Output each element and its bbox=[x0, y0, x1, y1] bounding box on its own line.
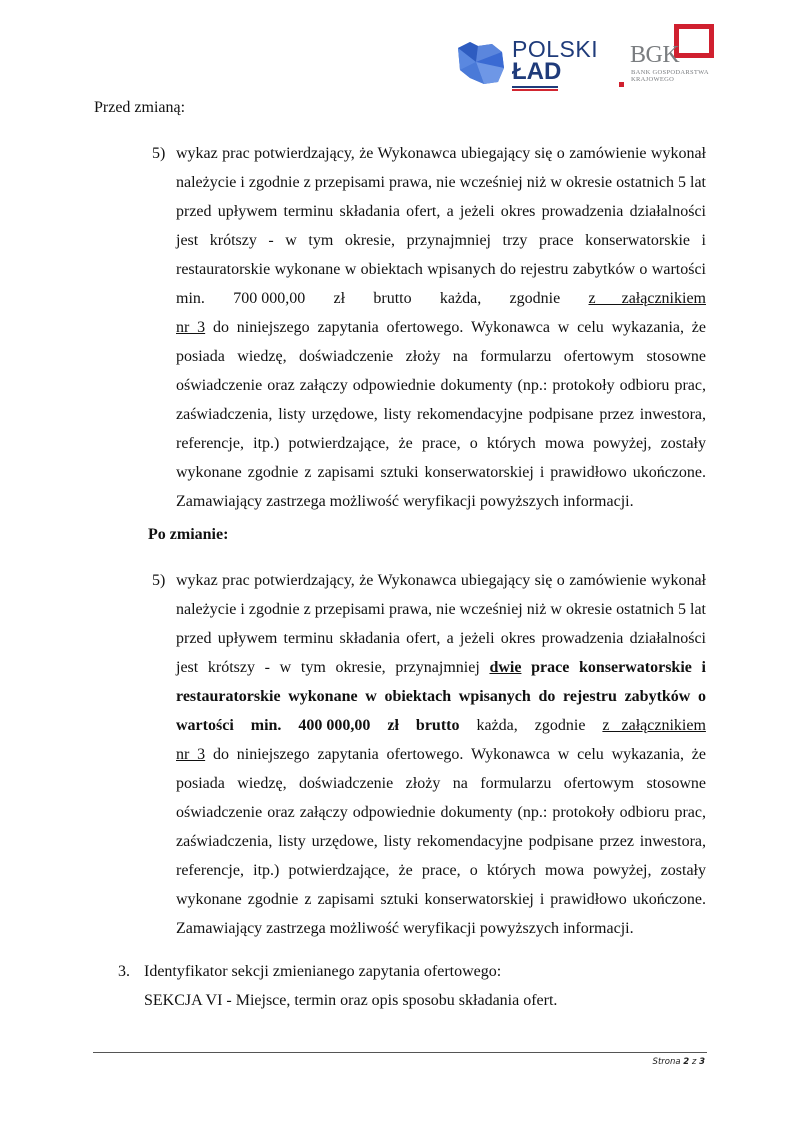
page-number bbox=[600, 1057, 705, 1067]
text-line: restauratorskie wykonane w obiektach wpisanych do rejestru zabytków o wartości bbox=[176, 261, 706, 278]
text-min: min. bbox=[250, 717, 282, 734]
section-3-number: 3. bbox=[118, 963, 130, 980]
attachment-link-nr[interactable]: nr 3 bbox=[176, 746, 206, 763]
text-line bbox=[176, 318, 706, 338]
text-amount: 400 000,00 bbox=[298, 717, 371, 734]
polski-lad-logo bbox=[456, 36, 599, 94]
text-amount: 700 000,00 bbox=[233, 290, 306, 307]
footer-prefix: Strona bbox=[652, 1057, 684, 1067]
text-line: jest krótszy - w tym okresie, przynajmniej trzy prace konserwatorskie i bbox=[176, 232, 706, 249]
section-3-value: SEKCJA VI - Miejsce, termin oraz opis sposobu składania ofert. bbox=[144, 992, 558, 1009]
bgk-logo bbox=[618, 22, 718, 92]
after-heading: Po zmianie: bbox=[148, 526, 229, 543]
text-line bbox=[176, 745, 706, 765]
text-brutto: brutto bbox=[415, 717, 460, 734]
text-line: przed upływem terminu składania ofert, a jeżeli okres prowadzenia działalności bbox=[176, 203, 706, 220]
text-kazda: każda, bbox=[476, 717, 518, 734]
text-line: wykaz prac potwierdzający, że Wykonawca ubiegający się o zamówienie wykonał bbox=[176, 572, 706, 589]
text-segment: do niniejszego zapytania ofertowego. Wykonawca w celu wykazania, że bbox=[205, 746, 706, 763]
text-line: przed upływem terminu składania ofert, a jeżeli okres prowadzenia działalności bbox=[176, 630, 706, 647]
text-wartosci: wartości bbox=[176, 717, 234, 734]
footer-of: z bbox=[689, 1057, 700, 1067]
text-line: należycie i zgodnie z przepisami prawa, nie wcześniej niż w okresie ostatnich 5 lat bbox=[176, 601, 706, 618]
text-line bbox=[176, 658, 706, 678]
text-segment: do niniejszego zapytania ofertowego. Wykonawca w celu wykazania, że bbox=[205, 319, 706, 336]
text-line: zaświadczenia, listy urzędowe, listy rekomendacyjne podpisane przez inwestora, bbox=[176, 833, 706, 850]
logo-underline-red bbox=[512, 89, 558, 91]
before-heading: Przed zmianą: bbox=[94, 99, 186, 116]
text-currency: zł bbox=[387, 717, 399, 734]
text-brutto: brutto bbox=[373, 290, 412, 307]
after-item-number: 5) bbox=[152, 572, 166, 589]
text-zgodnie: zgodnie bbox=[509, 290, 561, 307]
text-kazda: każda, bbox=[439, 290, 482, 307]
attachment-link[interactable]: z załącznikiem bbox=[588, 290, 706, 307]
logo-underline-blue bbox=[512, 86, 558, 88]
bgk-dot-icon bbox=[619, 82, 624, 87]
text-line bbox=[176, 716, 706, 736]
bgk-square-icon bbox=[674, 24, 714, 58]
bgk-subtitle bbox=[631, 69, 709, 83]
footer-current-page: 2 bbox=[683, 1057, 690, 1067]
text-line: wykonane zgodnie z zapisami sztuki konserwatorskiej i prawidłowo ukończone. bbox=[176, 464, 706, 481]
polski-lad-text-1: POLSKI bbox=[512, 36, 599, 62]
text-line: restauratorskie wykonane w obiektach wpisanych do rejestru zabytków o bbox=[176, 688, 706, 705]
text-line: oświadczenie oraz załączy odpowiednie dokumenty (np.: protokoły odbioru prac, bbox=[176, 804, 706, 821]
text-line bbox=[176, 289, 706, 309]
text-segment-bold: prace konserwatorskie i bbox=[521, 659, 706, 676]
text-line: należycie i zgodnie z przepisami prawa, nie wcześniej niż w okresie ostatnich 5 lat bbox=[176, 174, 706, 191]
footer-total-pages: 3 bbox=[699, 1057, 705, 1067]
text-line: referencje, itp.) potwierdzające, że prace, o których mowa powyżej, zostały bbox=[176, 862, 706, 879]
text-line: Zamawiający zastrzega możliwość weryfikacji powyższych informacji. bbox=[176, 493, 634, 510]
text-min: min. bbox=[176, 290, 205, 307]
text-line: oświadczenie oraz załączy odpowiednie dokumenty (np.: protokoły odbioru prac, bbox=[176, 377, 706, 394]
section-3-title: Identyfikator sekcji zmienianego zapytania ofertowego: bbox=[144, 963, 502, 980]
before-item-number: 5) bbox=[152, 145, 166, 162]
text-line: posiada wiedzę, doświadczenie złoży na formularzu ofertowym stosowne bbox=[176, 775, 706, 792]
text-zgodnie: zgodnie bbox=[534, 717, 586, 734]
bgk-sub-line-1: BANK GOSPODARSTWA bbox=[631, 69, 709, 76]
highlight-dwie: dwie bbox=[489, 659, 522, 676]
text-line: wykonane zgodnie z zapisami sztuki konserwatorskiej i prawidłowo ukończone. bbox=[176, 891, 706, 908]
footer-divider bbox=[93, 1052, 707, 1053]
text-line: zaświadczenia, listy urzędowe, listy rekomendacyjne podpisane przez inwestora, bbox=[176, 406, 706, 423]
text-line: Zamawiający zastrzega możliwość weryfikacji powyższych informacji. bbox=[176, 920, 634, 937]
text-line: wykaz prac potwierdzający, że Wykonawca ubiegający się o zamówienie wykonał bbox=[176, 145, 706, 162]
text-segment: jest krótszy - w tym okresie, przynajmniej bbox=[176, 659, 490, 676]
bgk-name: BGK bbox=[630, 42, 680, 68]
text-line: posiada wiedzę, doświadczenie złoży na formularzu ofertowym stosowne bbox=[176, 348, 706, 365]
text-line: referencje, itp.) potwierdzające, że prace, o których mowa powyżej, zostały bbox=[176, 435, 706, 452]
attachment-link[interactable]: z załącznikiem bbox=[602, 717, 706, 734]
polski-lad-text-2: ŁAD bbox=[512, 58, 562, 85]
text-currency: zł bbox=[333, 290, 346, 307]
poland-map-icon bbox=[456, 38, 506, 86]
attachment-link-nr[interactable]: nr 3 bbox=[176, 319, 206, 336]
bgk-sub-line-2: KRAJOWEGO bbox=[631, 76, 675, 83]
